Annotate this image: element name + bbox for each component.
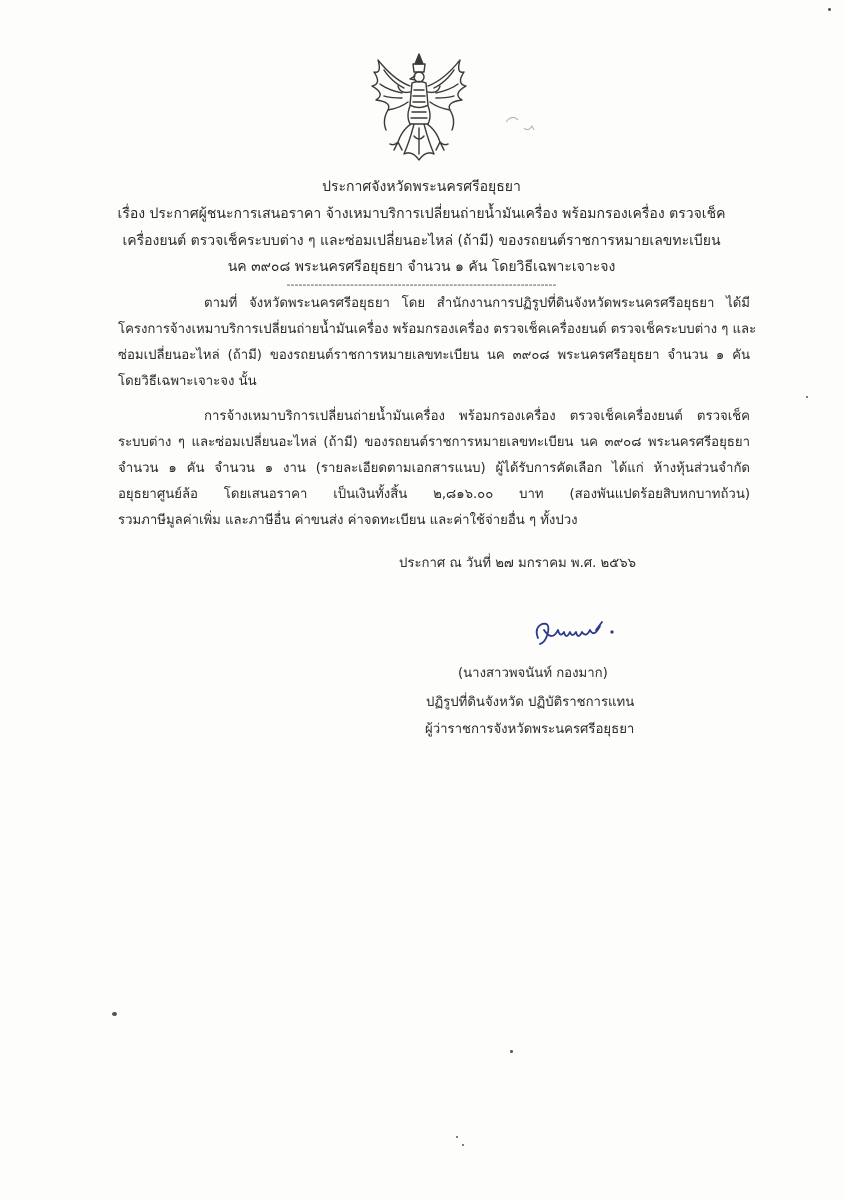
scan-speck bbox=[456, 1136, 458, 1138]
paragraph-2-line: อยุธยาศูนย์ล้อ โดยเสนอราคา เป็นเงินทั้งสิ้น ๒,๘๑๖.๐๐ บาท (สองพันแปดร้อยสิบหกบาทถ้วน) bbox=[118, 487, 750, 502]
handwritten-signature bbox=[530, 608, 620, 656]
subject-line-1: เรื่อง ประกาศผู้ชนะการเสนอราคา จ้างเหมาบริการเปลี่ยนถ่ายน้ำมันเครื่อง พร้อมกรองเครื่อง ตรวจเช็ค bbox=[117, 206, 726, 222]
garuda-emblem-icon bbox=[364, 50, 474, 170]
paragraph-2-line: การจ้างเหมาบริการเปลี่ยนถ่ายน้ำมันเครื่อง พร้อมกรองเครื่อง ตรวจเช็คเครื่องยนต์ ตรวจเช็ค bbox=[204, 409, 750, 424]
paragraph-1-line: ตามที่ จังหวัดพระนครศรีอยุธยา โดย สำนักงานการปฏิรูปที่ดินจังหวัดพระนครศรีอยุธยา ได้มี bbox=[204, 296, 750, 311]
scan-speck bbox=[112, 1012, 117, 1016]
subject-line-3: นค ๓๙๐๘ พระนครศรีอยุธยา จำนวน ๑ คัน โดยวิธีเฉพาะเจาะจง bbox=[227, 259, 616, 275]
paragraph-1-line: ซ่อมเปลี่ยนอะไหล่ (ถ้ามี) ของรถยนต์ราชการหมายเลขทะเบียน นค ๓๙๐๘ พระนครศรีอยุธยา จำนวน ๑ คัน bbox=[118, 348, 750, 363]
pencil-mark bbox=[502, 108, 542, 136]
paragraph-2-line: จำนวน ๑ คัน จำนวน ๑ งาน (รายละเอียดตามเอกสารแนบ) ผู้ได้รับการคัดเลือก ได้แก่ ห้างหุ้นส่วนจำกัด bbox=[118, 461, 750, 476]
paragraph-1 bbox=[118, 291, 757, 395]
paragraph-2-line: รวมภาษีมูลค่าเพิ่ม และภาษีอื่น ค่าขนส่ง ค่าจดทะเบียน และค่าใช้จ่ายอื่น ๆ ทั้งปวง bbox=[118, 513, 578, 528]
title-divider: -------------------------------------------------------------------- bbox=[286, 278, 557, 291]
document-title: ประกาศจังหวัดพระนครศรีอยุธยา bbox=[322, 179, 521, 195]
scan-speck bbox=[828, 8, 831, 11]
scan-speck bbox=[510, 1050, 513, 1053]
signatory-name: (นางสาวพจนันท์ กองมาก) bbox=[458, 666, 608, 681]
paragraph-1-line: โครงการจ้างเหมาบริการเปลี่ยนถ่ายน้ำมันเครื่อง พร้อมกรองเครื่อง ตรวจเช็คเครื่องยนต์ ตรวจเช็คระบบต่าง ๆ และ bbox=[118, 322, 757, 337]
paragraph-2-line: ระบบต่าง ๆ และซ่อมเปลี่ยนอะไหล่ (ถ้ามี) ของรถยนต์ราชการหมายเลขทะเบียน นค ๓๙๐๘ พระนครศรีอยุธยา bbox=[118, 435, 750, 450]
announcement-date: ประกาศ ณ วันที่ ๒๗ มกราคม พ.ศ. ๒๕๖๖ bbox=[399, 556, 636, 571]
signatory-title-2: ผู้ว่าราชการจังหวัดพระนครศรีอยุธยา bbox=[425, 722, 635, 737]
paragraph-2 bbox=[118, 404, 750, 534]
scan-speck bbox=[462, 1144, 464, 1146]
scan-speck bbox=[806, 396, 808, 398]
paragraph-1-line: โดยวิธีเฉพาะเจาะจง นั้น bbox=[118, 374, 257, 389]
signatory-title-1: ปฏิรูปที่ดินจังหวัด ปฏิบัติราชการแทน bbox=[426, 695, 635, 710]
subject-line-2: เครื่องยนต์ ตรวจเช็คระบบต่าง ๆ และซ่อมเปลี่ยนอะไหล่ (ถ้ามี) ของรถยนต์ราชการหมายเลขทะเบียน bbox=[122, 233, 721, 249]
